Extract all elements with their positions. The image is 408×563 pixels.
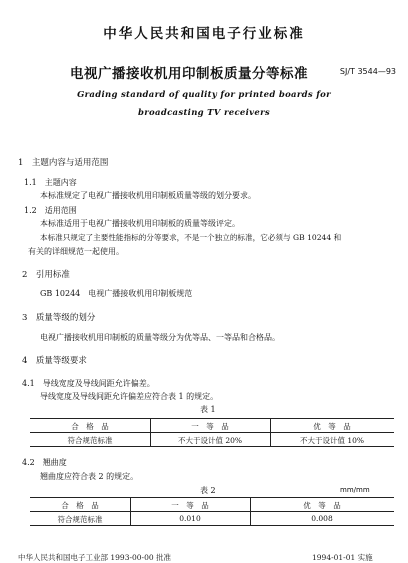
table-2-header-cell: 一 等 品	[171, 501, 209, 510]
section-1-2-text-3: 有关的详细规范一起使用。	[28, 247, 124, 256]
table-2-data-cell: 0.008	[311, 514, 333, 523]
table-2-header-cell: 优 等 品	[303, 501, 341, 510]
section-1-title: 1 主题内容与适用范围	[18, 158, 109, 168]
table-1-data-cell: 符合规范标准	[67, 436, 113, 445]
implementation-date: 1994-01-01 实施	[312, 553, 373, 562]
section-1-2-text-2: 本标准只规定了主要性能指标的分等要求，不是一个独立的标准，它必须与 GB 10244 和	[40, 233, 342, 242]
section-4-1-title: 4.1 导线宽度及导线间距允许偏差。	[22, 379, 155, 388]
title-row	[0, 62, 408, 82]
section-1-2-title: 1.2 适用范围	[24, 206, 77, 215]
table-1-caption: 表 1	[200, 405, 216, 414]
approval-note: 中华人民共和国电子工业部 1993-00-00 批准	[18, 553, 172, 562]
table-1-data-cell: 不大于设计值 20%	[177, 436, 243, 445]
table-2-unit: mm/mm	[340, 486, 370, 494]
title-chinese: 电视广播接收机用印制板质量分等标准	[70, 66, 308, 82]
title-english-line-1: Grading standard of quality for printed boards for	[77, 90, 331, 100]
section-2-text: GB 10244 电视广播接收机用印制板规范	[40, 289, 193, 298]
table-2-header-cell: 合 格 品	[61, 501, 99, 510]
section-3-text: 电视广播接收机用印制板的质量等级分为优等品、一等品和合格品。	[40, 333, 280, 342]
section-1-1-title: 1.1 主题内容	[24, 178, 77, 187]
standard-header: 中华人民共和国电子行业标准	[103, 26, 305, 42]
table-2-caption: 表 2	[200, 486, 216, 495]
standard-code: SJ/T 3544—93	[339, 67, 396, 76]
table-1-header-cell: 合 格 品	[71, 422, 109, 431]
section-4-title: 4 质量等级要求	[22, 356, 87, 366]
table-1-data-cell: 不大于设计值 10%	[299, 436, 365, 445]
section-4-2-title: 4.2 翘曲度	[22, 458, 67, 467]
table-1-header-cell: 优 等 品	[313, 422, 351, 431]
table-2-data-cell: 符合规范标准	[57, 515, 103, 524]
table-1-header-cell: 一 等 品	[191, 422, 229, 431]
section-1-2-text: 本标准适用于电视广播接收机用印制板的质量等级评定。	[40, 219, 240, 228]
table-2-data-cell: 0.010	[179, 514, 201, 523]
section-1-1-text: 本标准规定了电视广播接收机用印制板质量等级的划分要求。	[40, 191, 256, 200]
section-2-title: 2 引用标准	[22, 270, 70, 280]
title-english-line-2: broadcasting TV receivers	[138, 108, 270, 118]
section-4-1-text: 导线宽度及导线间距允许偏差应符合表 1 的规定。	[40, 392, 219, 401]
section-3-title: 3 质量等级的划分	[22, 313, 96, 323]
section-4-2-text: 翘曲度应符合表 2 的规定。	[40, 472, 139, 481]
